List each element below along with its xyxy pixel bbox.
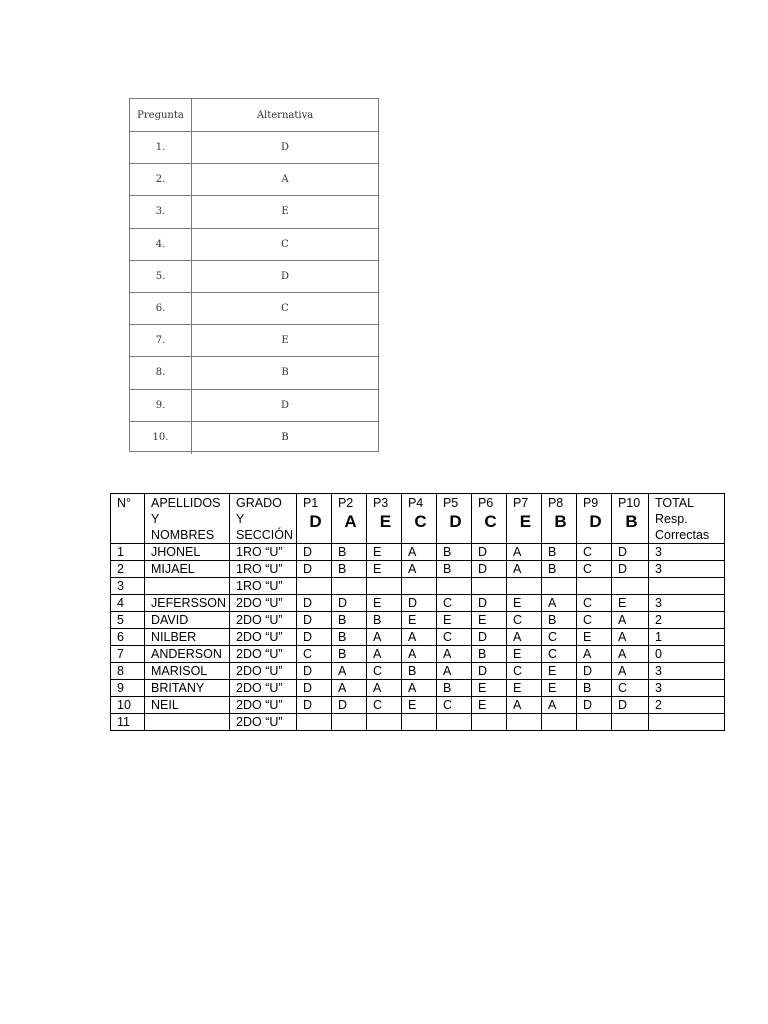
answer-key-alternative: C bbox=[281, 238, 289, 250]
student-answer-p10: D bbox=[611, 561, 648, 578]
student-total: 1 bbox=[648, 629, 724, 646]
student-answer-p7: A bbox=[506, 561, 541, 578]
student-answer-p7: E bbox=[506, 646, 541, 663]
student-total: 3 bbox=[648, 561, 724, 578]
student-answer-p6: E bbox=[471, 680, 506, 697]
student-answer-p6: B bbox=[471, 646, 506, 663]
header-total-line: Correctas bbox=[654, 528, 710, 542]
student-answer-p7: A bbox=[506, 629, 541, 646]
student-answer-p9: B bbox=[576, 680, 611, 697]
student-answer-p1: D bbox=[296, 680, 331, 697]
answer-key-question: 7. bbox=[130, 325, 192, 356]
student-total: 3 bbox=[648, 544, 724, 561]
student-answer-p6 bbox=[471, 578, 506, 595]
student-row bbox=[111, 629, 725, 646]
row-number: 5 bbox=[111, 612, 145, 629]
student-answer-p8: A bbox=[541, 697, 576, 714]
student-name: BRITANY bbox=[145, 680, 230, 697]
question-label: P1 bbox=[302, 496, 319, 510]
header-total bbox=[648, 494, 724, 544]
student-answer-p2: A bbox=[331, 680, 366, 697]
correct-answer: D bbox=[589, 512, 602, 531]
student-answer-p2: B bbox=[331, 646, 366, 663]
student-answer-p5: C bbox=[436, 595, 471, 612]
student-grado: 2DO “U” bbox=[230, 714, 297, 731]
student-name bbox=[145, 714, 230, 731]
student-row bbox=[111, 612, 725, 629]
student-row bbox=[111, 595, 725, 612]
answer-key-alternative: E bbox=[281, 335, 289, 347]
answer-key-row bbox=[130, 229, 378, 261]
student-answer-p7: E bbox=[506, 680, 541, 697]
student-answer-p6: D bbox=[471, 561, 506, 578]
student-answer-p9: C bbox=[576, 561, 611, 578]
student-answer-p5: A bbox=[436, 646, 471, 663]
answer-key-alternative: D bbox=[280, 142, 290, 154]
student-row bbox=[111, 714, 725, 731]
student-answer-p3 bbox=[366, 714, 401, 731]
student-name bbox=[145, 578, 230, 595]
student-answer-p3: B bbox=[366, 612, 401, 629]
answer-key-alternative: C bbox=[281, 303, 289, 315]
student-answer-p10: A bbox=[611, 629, 648, 646]
student-answer-p1: D bbox=[296, 561, 331, 578]
student-answer-p3: A bbox=[366, 646, 401, 663]
student-total: 3 bbox=[648, 680, 724, 697]
student-answer-p3 bbox=[366, 578, 401, 595]
question-label: P10 bbox=[617, 496, 641, 510]
student-grado: 2DO “U” bbox=[230, 697, 297, 714]
student-total bbox=[648, 578, 724, 595]
student-answer-p10: D bbox=[611, 544, 648, 561]
answer-key-question: 9. bbox=[130, 390, 192, 421]
student-answer-p10: E bbox=[611, 595, 648, 612]
student-grado: 2DO “U” bbox=[230, 663, 297, 680]
header-number: N° bbox=[111, 494, 145, 544]
correct-answer: C bbox=[414, 512, 427, 531]
correct-answer: E bbox=[379, 512, 392, 531]
header-grado bbox=[230, 494, 297, 544]
student-total: 3 bbox=[648, 595, 724, 612]
student-answer-p3: E bbox=[366, 561, 401, 578]
header-name-line: APELLIDOS bbox=[151, 496, 221, 510]
student-answer-p1 bbox=[296, 714, 331, 731]
header-question-p2 bbox=[331, 494, 366, 544]
student-answer-p1: C bbox=[296, 646, 331, 663]
correct-answer: C bbox=[484, 512, 497, 531]
student-total bbox=[648, 714, 724, 731]
student-answer-p9 bbox=[576, 714, 611, 731]
answer-key-row bbox=[130, 357, 378, 389]
answer-key-alternative: B bbox=[281, 367, 289, 379]
header-question-p4 bbox=[401, 494, 436, 544]
student-answer-p3: E bbox=[366, 544, 401, 561]
student-answer-p10: A bbox=[611, 612, 648, 629]
student-answer-p7 bbox=[506, 714, 541, 731]
student-answer-p5: C bbox=[436, 629, 471, 646]
student-answer-p1: D bbox=[296, 595, 331, 612]
student-answer-p1: D bbox=[296, 629, 331, 646]
student-answer-p7 bbox=[506, 578, 541, 595]
results-table bbox=[110, 493, 725, 731]
question-label: P2 bbox=[337, 496, 354, 510]
header-question-p5 bbox=[436, 494, 471, 544]
student-answer-p8 bbox=[541, 578, 576, 595]
question-label: P7 bbox=[512, 496, 529, 510]
answer-key-alternative: D bbox=[280, 270, 290, 282]
student-answer-p3: A bbox=[366, 680, 401, 697]
student-answer-p4 bbox=[401, 578, 436, 595]
student-answer-p2: D bbox=[331, 595, 366, 612]
answer-key-question: 2. bbox=[130, 164, 192, 195]
answer-key-row bbox=[130, 261, 378, 293]
answer-key-header-row bbox=[130, 99, 378, 132]
student-answer-p1: D bbox=[296, 697, 331, 714]
student-answer-p9: C bbox=[576, 595, 611, 612]
student-answer-p5: C bbox=[436, 697, 471, 714]
student-answer-p4: A bbox=[401, 646, 436, 663]
student-answer-p6: D bbox=[471, 595, 506, 612]
student-total: 3 bbox=[648, 663, 724, 680]
row-number: 2 bbox=[111, 561, 145, 578]
student-answer-p4: E bbox=[401, 612, 436, 629]
student-answer-p8: C bbox=[541, 646, 576, 663]
student-answer-p4: A bbox=[401, 629, 436, 646]
question-label: P9 bbox=[582, 496, 599, 510]
header-question-p9 bbox=[576, 494, 611, 544]
student-answer-p2: B bbox=[331, 612, 366, 629]
student-answer-p2 bbox=[331, 578, 366, 595]
student-answer-p7: A bbox=[506, 697, 541, 714]
student-answer-p9: D bbox=[576, 663, 611, 680]
answer-key-header-alternative: Alternativa bbox=[256, 109, 314, 121]
student-answer-p2: A bbox=[331, 663, 366, 680]
student-answer-p2: B bbox=[331, 544, 366, 561]
student-answer-p10: A bbox=[611, 646, 648, 663]
correct-answer: B bbox=[554, 512, 567, 531]
answer-key-row bbox=[130, 422, 378, 454]
student-grado: 1RO “U” bbox=[230, 561, 297, 578]
student-answer-p8: E bbox=[541, 663, 576, 680]
student-answer-p6: D bbox=[471, 544, 506, 561]
header-question-p7 bbox=[506, 494, 541, 544]
student-answer-p3: C bbox=[366, 697, 401, 714]
student-answer-p8: B bbox=[541, 612, 576, 629]
student-answer-p8: C bbox=[541, 629, 576, 646]
student-answer-p6: D bbox=[471, 629, 506, 646]
header-question-p10 bbox=[611, 494, 648, 544]
student-answer-p7: A bbox=[506, 544, 541, 561]
student-answer-p1: D bbox=[296, 544, 331, 561]
question-label: P6 bbox=[477, 496, 494, 510]
answer-key-question: 10. bbox=[130, 422, 192, 454]
student-grado: 2DO “U” bbox=[230, 612, 297, 629]
student-grado: 1RO “U” bbox=[230, 578, 297, 595]
student-answer-p6 bbox=[471, 714, 506, 731]
student-grado: 2DO “U” bbox=[230, 595, 297, 612]
question-label: P4 bbox=[407, 496, 424, 510]
student-name: JEFERSSON bbox=[145, 595, 230, 612]
student-answer-p5: B bbox=[436, 680, 471, 697]
student-name: NILBER bbox=[145, 629, 230, 646]
question-label: P5 bbox=[442, 496, 459, 510]
student-answer-p9: E bbox=[576, 629, 611, 646]
student-answer-p4 bbox=[401, 714, 436, 731]
student-row bbox=[111, 578, 725, 595]
student-row bbox=[111, 697, 725, 714]
header-name-line: NOMBRES bbox=[151, 528, 215, 542]
row-number: 6 bbox=[111, 629, 145, 646]
header-name bbox=[145, 494, 230, 544]
student-answer-p8: E bbox=[541, 680, 576, 697]
student-row bbox=[111, 663, 725, 680]
correct-answer: D bbox=[449, 512, 462, 531]
answer-key-question: 3. bbox=[130, 196, 192, 227]
answer-key-alternative: E bbox=[281, 206, 289, 218]
correct-answer: A bbox=[344, 512, 357, 531]
student-answer-p2: B bbox=[331, 629, 366, 646]
student-answer-p5 bbox=[436, 578, 471, 595]
student-answer-p4: E bbox=[401, 697, 436, 714]
answer-key-row bbox=[130, 390, 378, 422]
student-grado: 2DO “U” bbox=[230, 680, 297, 697]
answer-key-row bbox=[130, 164, 378, 196]
results-header-row bbox=[111, 494, 725, 544]
student-grado: 2DO “U” bbox=[230, 629, 297, 646]
row-number: 11 bbox=[111, 714, 145, 731]
student-row bbox=[111, 680, 725, 697]
answer-key-row bbox=[130, 196, 378, 228]
student-answer-p10 bbox=[611, 578, 648, 595]
student-answer-p2 bbox=[331, 714, 366, 731]
answer-key-row bbox=[130, 132, 378, 164]
row-number: 7 bbox=[111, 646, 145, 663]
student-answer-p8 bbox=[541, 714, 576, 731]
answer-key-header-question: Pregunta bbox=[130, 99, 192, 131]
student-answer-p5 bbox=[436, 714, 471, 731]
answer-key-row bbox=[130, 325, 378, 357]
answer-key-alternative: A bbox=[281, 174, 289, 186]
student-answer-p7: E bbox=[506, 595, 541, 612]
student-answer-p10: A bbox=[611, 663, 648, 680]
student-name: MARISOL bbox=[145, 663, 230, 680]
header-question-p3 bbox=[366, 494, 401, 544]
student-grado: 1RO “U” bbox=[230, 544, 297, 561]
student-total: 0 bbox=[648, 646, 724, 663]
student-answer-p3: E bbox=[366, 595, 401, 612]
row-number: 8 bbox=[111, 663, 145, 680]
answer-key-alternative: B bbox=[281, 432, 289, 444]
student-answer-p9: A bbox=[576, 646, 611, 663]
student-name: ANDERSON bbox=[145, 646, 230, 663]
student-name: DAVID bbox=[145, 612, 230, 629]
row-number: 4 bbox=[111, 595, 145, 612]
row-number: 9 bbox=[111, 680, 145, 697]
student-answer-p7: C bbox=[506, 663, 541, 680]
student-answer-p9 bbox=[576, 578, 611, 595]
student-answer-p4: B bbox=[401, 663, 436, 680]
student-answer-p5: B bbox=[436, 561, 471, 578]
answer-key-question: 1. bbox=[130, 132, 192, 163]
row-number: 3 bbox=[111, 578, 145, 595]
student-answer-p6: E bbox=[471, 612, 506, 629]
student-answer-p10: D bbox=[611, 697, 648, 714]
student-answer-p4: D bbox=[401, 595, 436, 612]
student-answer-p9: C bbox=[576, 612, 611, 629]
correct-answer: B bbox=[625, 512, 638, 531]
header-grado-line: SECCIÓN bbox=[236, 528, 293, 542]
student-answer-p8: B bbox=[541, 544, 576, 561]
student-answer-p6: D bbox=[471, 663, 506, 680]
student-answer-p10 bbox=[611, 714, 648, 731]
student-total: 2 bbox=[648, 697, 724, 714]
student-answer-p6: E bbox=[471, 697, 506, 714]
student-total: 2 bbox=[648, 612, 724, 629]
header-grado-line: Y bbox=[236, 512, 245, 526]
header-question-p1 bbox=[296, 494, 331, 544]
answer-key-question: 4. bbox=[130, 229, 192, 260]
student-answer-p4: A bbox=[401, 680, 436, 697]
student-name: NEIL bbox=[145, 697, 230, 714]
question-label: P8 bbox=[547, 496, 564, 510]
student-answer-p5: E bbox=[436, 612, 471, 629]
answer-key-question: 8. bbox=[130, 357, 192, 388]
question-label: P3 bbox=[372, 496, 389, 510]
header-question-p6 bbox=[471, 494, 506, 544]
student-row bbox=[111, 544, 725, 561]
student-name: MIJAEL bbox=[145, 561, 230, 578]
correct-answer: E bbox=[519, 512, 532, 531]
header-question-p8 bbox=[541, 494, 576, 544]
row-number: 10 bbox=[111, 697, 145, 714]
header-grado-line: GRADO bbox=[236, 496, 282, 510]
correct-answer: D bbox=[309, 512, 322, 531]
student-row bbox=[111, 561, 725, 578]
student-answer-p3: A bbox=[366, 629, 401, 646]
header-total-line: Resp. bbox=[654, 512, 688, 526]
student-answer-p3: C bbox=[366, 663, 401, 680]
student-answer-p1: D bbox=[296, 663, 331, 680]
student-answer-p2: B bbox=[331, 561, 366, 578]
student-answer-p1 bbox=[296, 578, 331, 595]
student-answer-p5: A bbox=[436, 663, 471, 680]
student-answer-p9: C bbox=[576, 544, 611, 561]
student-answer-p10: C bbox=[611, 680, 648, 697]
header-name-line: Y bbox=[151, 512, 160, 526]
answer-key-alternative: D bbox=[280, 399, 290, 411]
student-answer-p7: C bbox=[506, 612, 541, 629]
student-row bbox=[111, 646, 725, 663]
student-answer-p1: D bbox=[296, 612, 331, 629]
answer-key-table bbox=[129, 98, 379, 452]
student-answer-p8: B bbox=[541, 561, 576, 578]
student-answer-p4: A bbox=[401, 544, 436, 561]
answer-key-question: 5. bbox=[130, 261, 192, 292]
student-answer-p5: B bbox=[436, 544, 471, 561]
student-answer-p9: D bbox=[576, 697, 611, 714]
student-answer-p2: D bbox=[331, 697, 366, 714]
answer-key-row bbox=[130, 293, 378, 325]
answer-key-question: 6. bbox=[130, 293, 192, 324]
student-answer-p8: A bbox=[541, 595, 576, 612]
student-name: JHONEL bbox=[145, 544, 230, 561]
header-total-line: TOTAL bbox=[654, 496, 695, 510]
row-number: 1 bbox=[111, 544, 145, 561]
student-answer-p4: A bbox=[401, 561, 436, 578]
student-grado: 2DO “U” bbox=[230, 646, 297, 663]
